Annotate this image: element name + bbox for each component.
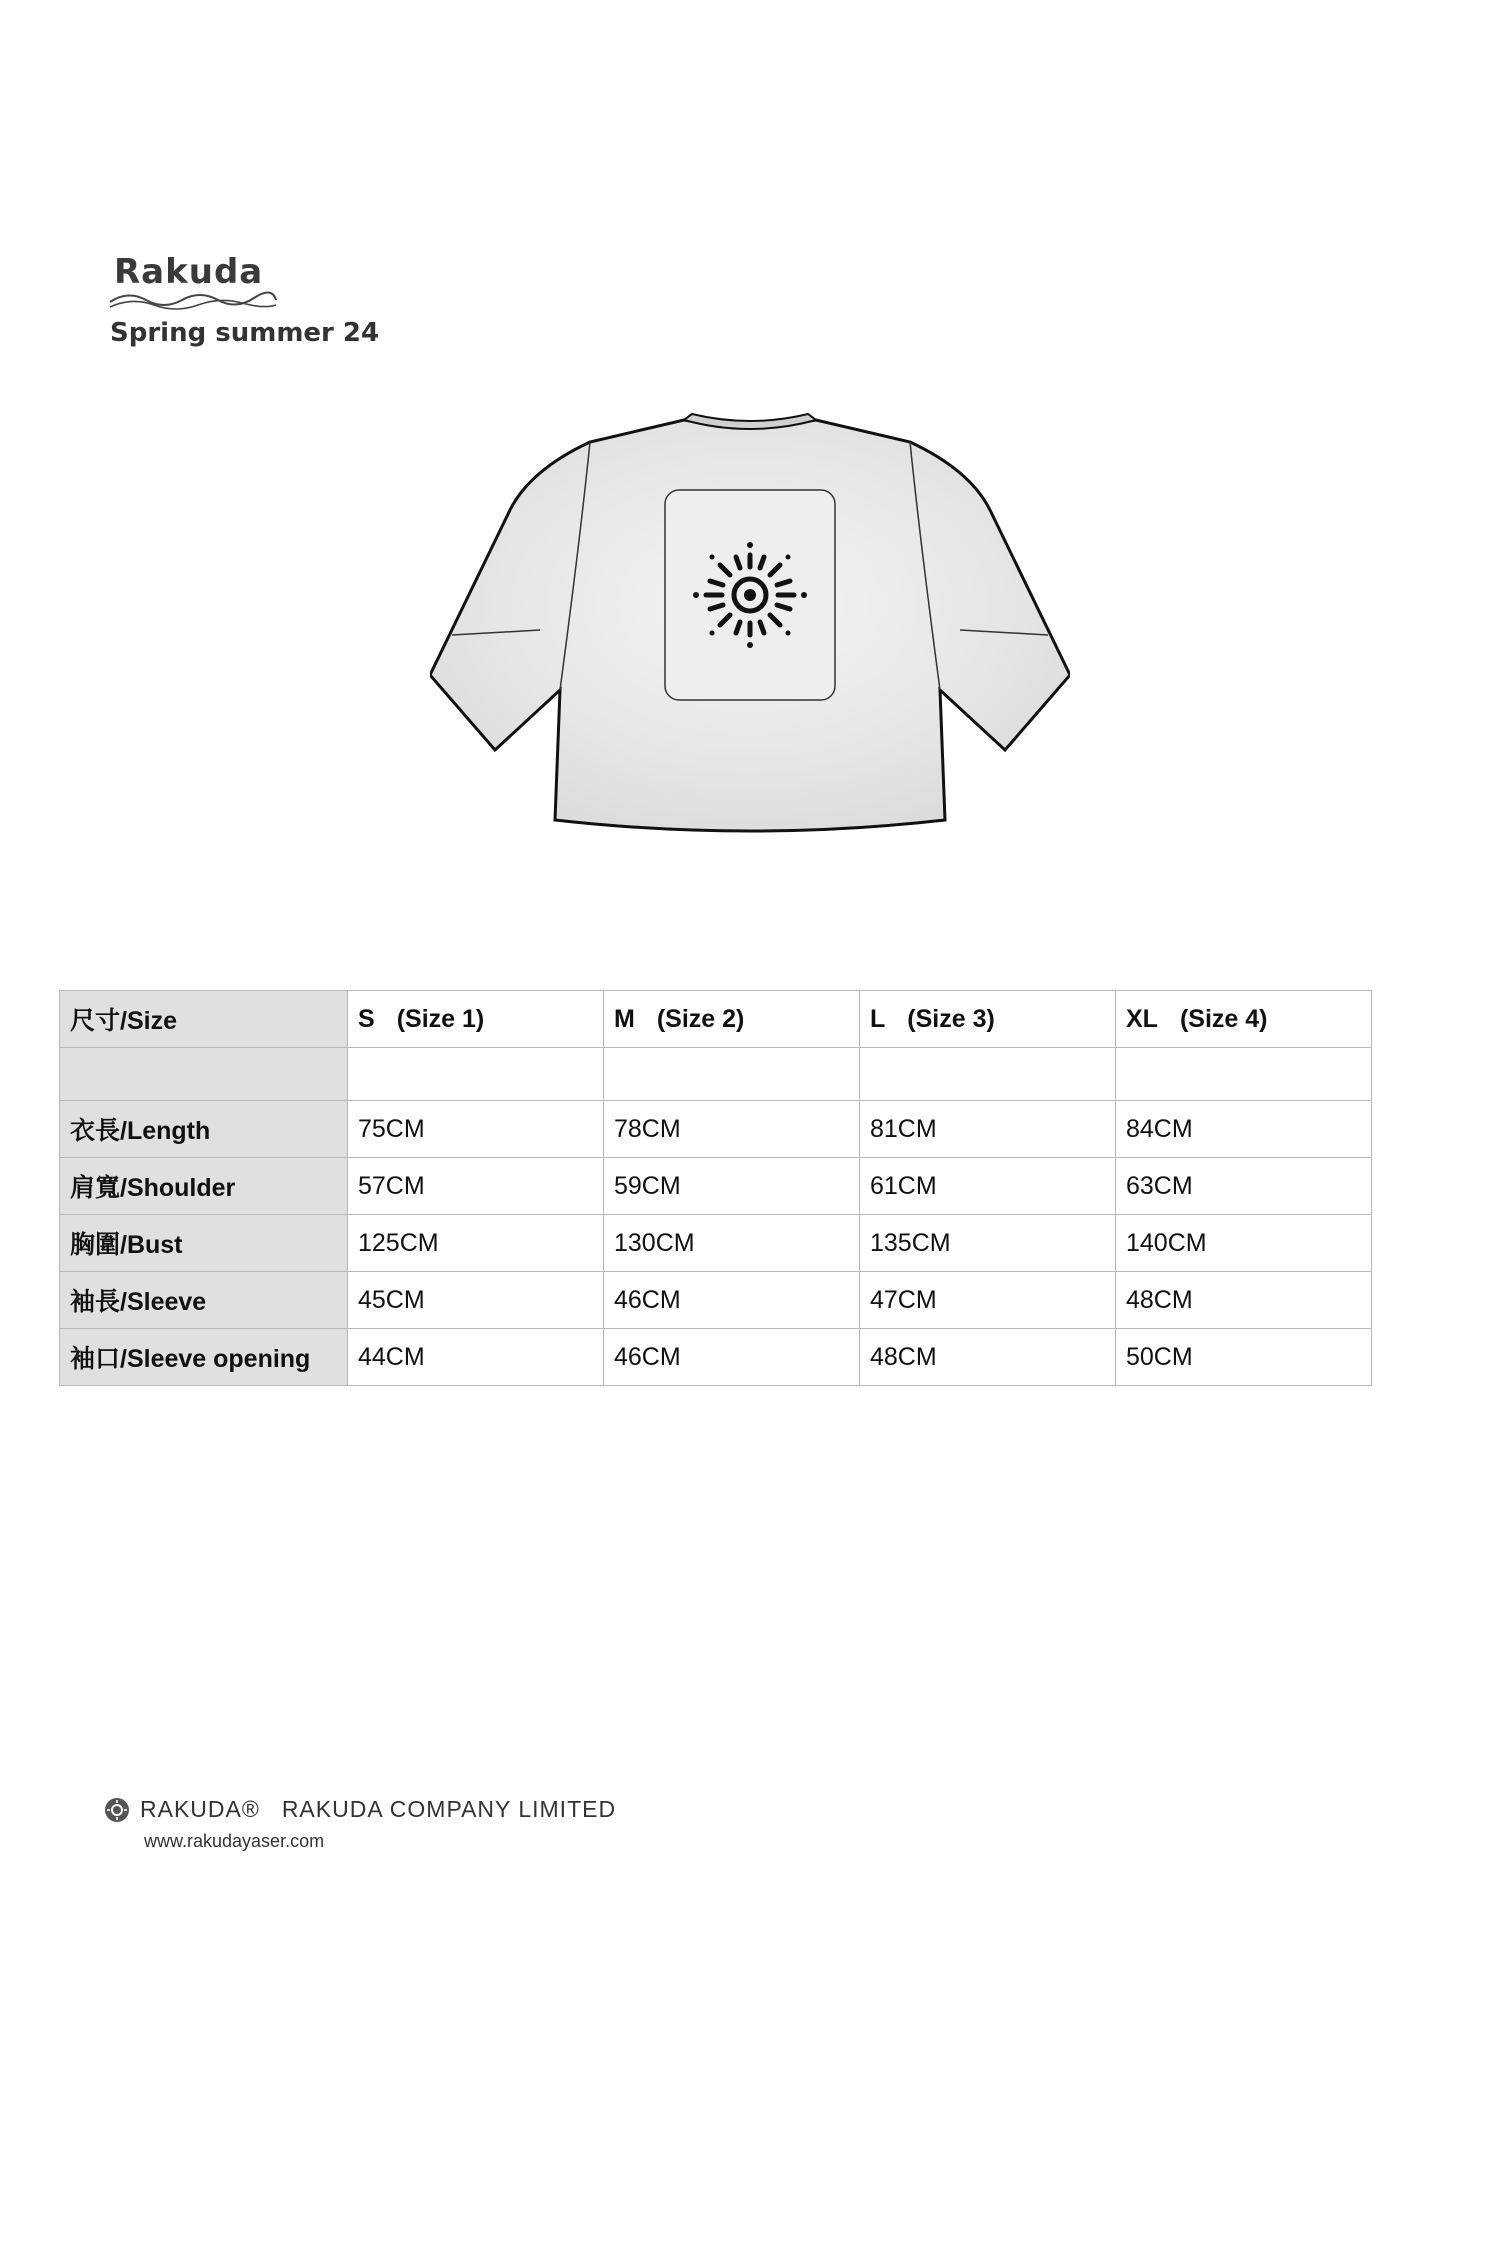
brand-name: Rakuda xyxy=(114,252,264,292)
cell-value: 140CM xyxy=(1116,1215,1372,1272)
cell-value: 46CM xyxy=(604,1329,860,1386)
sun-logo-icon xyxy=(104,1797,130,1823)
size-col-s: S (Size 1) xyxy=(348,991,604,1048)
size-col-m: M (Size 2) xyxy=(604,991,860,1048)
cell-value: 78CM xyxy=(604,1101,860,1158)
footer-brand-mark: RAKUDA® xyxy=(140,1796,260,1822)
cell-value: 84CM xyxy=(1116,1101,1372,1158)
cell-value: 125CM xyxy=(348,1215,604,1272)
cell-value: 48CM xyxy=(860,1329,1116,1386)
cell-value: 46CM xyxy=(604,1272,860,1329)
cell-value: 59CM xyxy=(604,1158,860,1215)
sun-emblem-icon xyxy=(693,542,807,648)
cell-value: 44CM xyxy=(348,1329,604,1386)
table-row xyxy=(60,1158,1372,1215)
table-row xyxy=(60,1272,1372,1329)
size-table-blank-row xyxy=(60,1048,1372,1101)
size-col-xl: XL (Size 4) xyxy=(1116,991,1372,1048)
cell-value: 50CM xyxy=(1116,1329,1372,1386)
cell-value: 135CM xyxy=(860,1215,1116,1272)
cell-value: 130CM xyxy=(604,1215,860,1272)
brand-waves-icon xyxy=(108,288,278,310)
footer xyxy=(104,1796,616,1852)
garment-illustration xyxy=(430,390,1070,850)
row-label: 胸圍/Bust xyxy=(60,1215,348,1272)
row-label: 肩寬/Shoulder xyxy=(60,1158,348,1215)
table-row xyxy=(60,1329,1372,1386)
cell-value: 45CM xyxy=(348,1272,604,1329)
cell-value: 48CM xyxy=(1116,1272,1372,1329)
season-label: Spring summer 24 xyxy=(110,318,380,348)
corner-label: 尺寸/Size xyxy=(60,991,348,1048)
table-row xyxy=(60,1215,1372,1272)
row-label: 衣長/Length xyxy=(60,1101,348,1158)
brand-logo xyxy=(108,248,278,310)
cell-value: 63CM xyxy=(1116,1158,1372,1215)
row-label: 袖長/Sleeve xyxy=(60,1272,348,1329)
cell-value: 81CM xyxy=(860,1101,1116,1158)
footer-company: RAKUDA COMPANY LIMITED xyxy=(281,1796,617,1822)
table-row xyxy=(60,1101,1372,1158)
row-label: 袖口/Sleeve opening xyxy=(60,1329,348,1386)
size-col-l: L (Size 3) xyxy=(860,991,1116,1048)
cell-value: 61CM xyxy=(860,1158,1116,1215)
footer-website-link[interactable]: www.rakudayaser.com xyxy=(144,1831,325,1851)
cell-value: 75CM xyxy=(348,1101,604,1158)
size-table-header xyxy=(60,991,1372,1048)
cell-value: 57CM xyxy=(348,1158,604,1215)
size-table xyxy=(59,990,1372,1386)
cell-value: 47CM xyxy=(860,1272,1116,1329)
